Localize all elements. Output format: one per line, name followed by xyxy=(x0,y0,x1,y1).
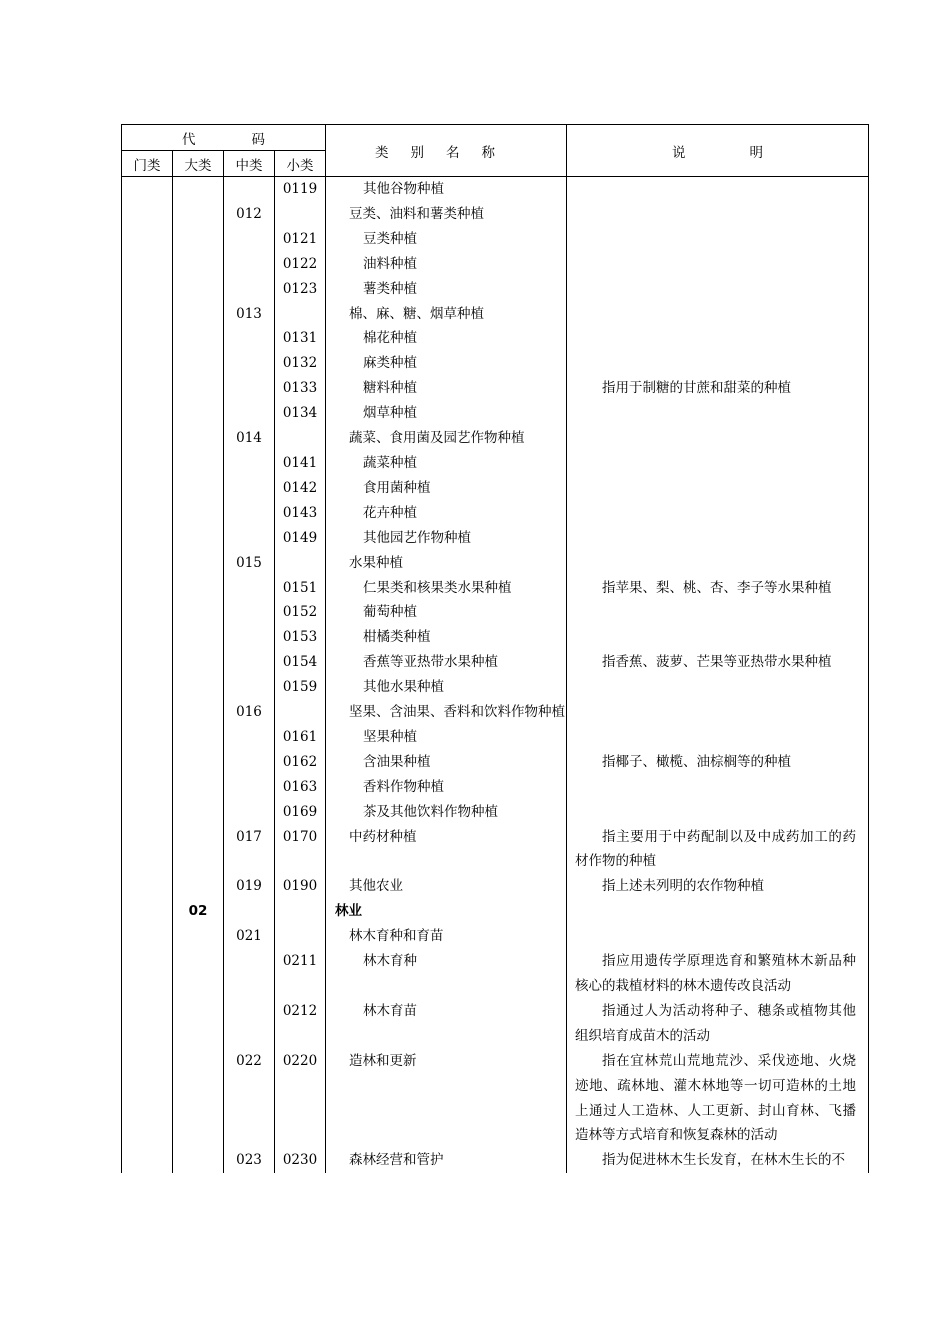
category-name: 坚果、含油果、香料和饮料作物种植 xyxy=(349,704,565,721)
category-name-cell xyxy=(326,924,567,949)
category-name-cell xyxy=(326,725,567,750)
table-row xyxy=(122,551,869,576)
code-da-cell xyxy=(173,252,224,277)
code-xiao-cell xyxy=(275,899,326,924)
category-name-cell xyxy=(326,999,567,1049)
table-row xyxy=(122,177,869,202)
code-da-cell xyxy=(173,376,224,401)
table-row xyxy=(122,277,869,302)
category-name: 柑橘类种植 xyxy=(363,629,431,646)
code-men-cell xyxy=(122,551,173,576)
description-cell xyxy=(567,326,869,351)
code-xiao-cell: 0141 xyxy=(275,451,326,476)
code-men-cell xyxy=(122,202,173,227)
code-zhong-cell xyxy=(224,476,275,501)
description-cell: 指主要用于中药配制以及中成药加工的药材作物的种植 xyxy=(567,825,869,875)
table-row xyxy=(122,1148,869,1173)
description-cell xyxy=(567,202,869,227)
code-xiao-cell: 0220 xyxy=(275,1049,326,1149)
code-men-cell xyxy=(122,825,173,875)
header-xiao: 小类 xyxy=(275,151,326,177)
code-da-cell xyxy=(173,302,224,327)
header-men: 门类 xyxy=(122,151,173,177)
category-name: 蔬菜、食用菌及园艺作物种植 xyxy=(349,430,525,447)
description-cell xyxy=(567,700,869,725)
category-name: 林木育种 xyxy=(363,953,417,970)
code-xiao-cell: 0212 xyxy=(275,999,326,1049)
code-da-cell xyxy=(173,650,224,675)
code-xiao-cell: 0153 xyxy=(275,625,326,650)
category-name-cell xyxy=(326,326,567,351)
code-men-cell xyxy=(122,526,173,551)
code-zhong-cell xyxy=(224,650,275,675)
code-zhong-cell: 023 xyxy=(224,1148,275,1173)
category-name-cell xyxy=(326,202,567,227)
description-cell xyxy=(567,177,869,202)
code-xiao-cell xyxy=(275,551,326,576)
description-cell: 指应用遗传学原理选育和繁殖林木新品种核心的栽植材料的林木遗传改良活动 xyxy=(567,949,869,999)
table-row xyxy=(122,775,869,800)
category-name-cell xyxy=(326,750,567,775)
table-row xyxy=(122,874,869,899)
header-da: 大类 xyxy=(173,151,224,177)
code-da-cell xyxy=(173,177,224,202)
category-name-cell xyxy=(326,302,567,327)
category-name-cell xyxy=(326,426,567,451)
category-name: 造林和更新 xyxy=(349,1052,417,1069)
code-da-cell xyxy=(173,675,224,700)
description-cell xyxy=(567,600,869,625)
code-da-cell xyxy=(173,401,224,426)
code-da-cell xyxy=(173,451,224,476)
code-xiao-cell: 0119 xyxy=(275,177,326,202)
category-name-cell xyxy=(326,650,567,675)
code-da-cell xyxy=(173,725,224,750)
code-zhong-cell xyxy=(224,451,275,476)
code-men-cell xyxy=(122,302,173,327)
code-xiao-cell: 0121 xyxy=(275,227,326,252)
category-name: 其他水果种植 xyxy=(363,679,444,696)
category-name-cell xyxy=(326,501,567,526)
category-name-cell xyxy=(326,401,567,426)
code-da-cell xyxy=(173,874,224,899)
code-da-cell xyxy=(173,526,224,551)
code-zhong-cell xyxy=(224,576,275,601)
code-zhong-cell xyxy=(224,501,275,526)
code-zhong-cell: 012 xyxy=(224,202,275,227)
code-da-cell xyxy=(173,800,224,825)
code-zhong-cell xyxy=(224,326,275,351)
code-men-cell xyxy=(122,899,173,924)
code-da-cell xyxy=(173,227,224,252)
code-men-cell xyxy=(122,376,173,401)
category-name-cell xyxy=(326,600,567,625)
code-zhong-cell xyxy=(224,252,275,277)
table-row xyxy=(122,924,869,949)
code-zhong-cell xyxy=(224,949,275,999)
description-cell xyxy=(567,351,869,376)
code-men-cell xyxy=(122,775,173,800)
code-zhong-cell xyxy=(224,177,275,202)
category-name: 水果种植 xyxy=(349,554,403,571)
table-row xyxy=(122,700,869,725)
code-xiao-cell: 0122 xyxy=(275,252,326,277)
category-name: 其他农业 xyxy=(349,878,403,895)
code-xiao-cell: 0163 xyxy=(275,775,326,800)
category-name: 仁果类和核果类水果种植 xyxy=(363,579,512,596)
code-men-cell xyxy=(122,501,173,526)
code-da-cell xyxy=(173,501,224,526)
code-da-cell xyxy=(173,202,224,227)
description-cell: 指在宜林荒山荒地荒沙、采伐迹地、火烧迹地、疏林地、灌木林地等一切可造林的土地上通过人工造林、人工更新、封山育林、飞播造林等方式培育和恢复森林的活动 xyxy=(567,1049,869,1149)
category-name: 棉、麻、糖、烟草种植 xyxy=(349,305,484,322)
code-zhong-cell xyxy=(224,277,275,302)
code-xiao-cell xyxy=(275,426,326,451)
code-xiao-cell: 0161 xyxy=(275,725,326,750)
table-row xyxy=(122,252,869,277)
code-xiao-cell: 0151 xyxy=(275,576,326,601)
code-men-cell xyxy=(122,999,173,1049)
table-row xyxy=(122,526,869,551)
header-code-group: 代码 xyxy=(122,125,326,151)
code-zhong-cell: 019 xyxy=(224,874,275,899)
code-zhong-cell xyxy=(224,675,275,700)
description-cell xyxy=(567,800,869,825)
description-cell xyxy=(567,775,869,800)
category-name: 其他谷物种植 xyxy=(363,181,444,197)
code-da-cell xyxy=(173,326,224,351)
code-da-cell xyxy=(173,351,224,376)
category-name-cell xyxy=(326,177,567,202)
code-da-cell xyxy=(173,700,224,725)
code-xiao-cell xyxy=(275,302,326,327)
description-cell: 指苹果、梨、桃、杏、李子等水果种植 xyxy=(567,576,869,601)
code-da-cell xyxy=(173,750,224,775)
code-zhong-cell xyxy=(224,750,275,775)
table-body xyxy=(122,177,869,1174)
code-zhong-cell xyxy=(224,526,275,551)
category-name-cell xyxy=(326,376,567,401)
category-name-cell xyxy=(326,576,567,601)
description-cell xyxy=(567,625,869,650)
code-men-cell xyxy=(122,227,173,252)
category-name: 林业 xyxy=(335,903,362,920)
category-name: 烟草种植 xyxy=(363,405,417,422)
category-name-cell xyxy=(326,700,567,725)
code-xiao-cell: 0211 xyxy=(275,949,326,999)
code-da-cell: 02 xyxy=(173,899,224,924)
category-name: 坚果种植 xyxy=(363,728,417,745)
category-name-cell xyxy=(326,800,567,825)
code-da-cell xyxy=(173,576,224,601)
code-men-cell xyxy=(122,924,173,949)
industry-classification-table xyxy=(121,124,869,1173)
table-row xyxy=(122,650,869,675)
category-name-cell xyxy=(326,1148,567,1173)
category-name: 香料作物种植 xyxy=(363,778,444,795)
category-name: 食用菌种植 xyxy=(363,479,431,496)
code-zhong-cell xyxy=(224,401,275,426)
code-zhong-cell xyxy=(224,800,275,825)
code-da-cell xyxy=(173,551,224,576)
description-cell xyxy=(567,551,869,576)
code-xiao-cell: 0132 xyxy=(275,351,326,376)
table-row xyxy=(122,351,869,376)
code-zhong-cell xyxy=(224,999,275,1049)
category-name-cell xyxy=(326,825,567,875)
table-row xyxy=(122,202,869,227)
description-cell xyxy=(567,451,869,476)
code-men-cell xyxy=(122,1049,173,1149)
code-men-cell xyxy=(122,351,173,376)
table-row xyxy=(122,426,869,451)
code-men-cell xyxy=(122,401,173,426)
code-xiao-cell: 0123 xyxy=(275,277,326,302)
category-name: 糖料种植 xyxy=(363,380,417,397)
description-cell: 指通过人为活动将种子、穗条或植物其他组织培育成苗木的活动 xyxy=(567,999,869,1049)
description-cell xyxy=(567,725,869,750)
category-name: 麻类种植 xyxy=(363,355,417,372)
code-men-cell xyxy=(122,800,173,825)
category-name-cell xyxy=(326,451,567,476)
table-row xyxy=(122,476,869,501)
code-men-cell xyxy=(122,177,173,202)
code-zhong-cell: 015 xyxy=(224,551,275,576)
table-row xyxy=(122,949,869,999)
table-row xyxy=(122,501,869,526)
code-zhong-cell xyxy=(224,625,275,650)
description-cell xyxy=(567,526,869,551)
description-cell: 指为促进林木生长发育，在林木生长的不 xyxy=(567,1148,869,1173)
table-row xyxy=(122,625,869,650)
code-da-cell xyxy=(173,999,224,1049)
description-cell xyxy=(567,675,869,700)
code-men-cell xyxy=(122,451,173,476)
category-name: 中药材种植 xyxy=(349,828,417,845)
description-cell xyxy=(567,501,869,526)
category-name: 豆类、油料和薯类种植 xyxy=(349,205,484,222)
table-row xyxy=(122,1049,869,1149)
code-men-cell xyxy=(122,700,173,725)
code-xiao-cell: 0154 xyxy=(275,650,326,675)
code-zhong-cell xyxy=(224,600,275,625)
code-da-cell xyxy=(173,426,224,451)
code-men-cell xyxy=(122,326,173,351)
category-name-cell xyxy=(326,351,567,376)
description-cell xyxy=(567,277,869,302)
description-cell xyxy=(567,476,869,501)
code-men-cell xyxy=(122,949,173,999)
code-men-cell xyxy=(122,625,173,650)
code-zhong-cell xyxy=(224,351,275,376)
category-name: 油料种植 xyxy=(363,255,417,272)
code-da-cell xyxy=(173,924,224,949)
table-row xyxy=(122,725,869,750)
table-row xyxy=(122,376,869,401)
table-row xyxy=(122,675,869,700)
category-name-cell xyxy=(326,227,567,252)
code-xiao-cell: 0152 xyxy=(275,600,326,625)
code-men-cell xyxy=(122,576,173,601)
table-row xyxy=(122,302,869,327)
category-name-cell xyxy=(326,675,567,700)
code-xiao-cell: 0230 xyxy=(275,1148,326,1173)
code-zhong-cell: 021 xyxy=(224,924,275,949)
category-name-cell xyxy=(326,949,567,999)
code-men-cell xyxy=(122,650,173,675)
category-name-cell xyxy=(326,277,567,302)
description-cell xyxy=(567,426,869,451)
code-men-cell xyxy=(122,874,173,899)
code-men-cell xyxy=(122,675,173,700)
code-zhong-cell: 022 xyxy=(224,1049,275,1149)
code-xiao-cell: 0143 xyxy=(275,501,326,526)
category-name-cell xyxy=(326,899,567,924)
table-row xyxy=(122,451,869,476)
code-da-cell xyxy=(173,625,224,650)
code-xiao-cell xyxy=(275,202,326,227)
table-row xyxy=(122,899,869,924)
code-da-cell xyxy=(173,1148,224,1173)
code-zhong-cell: 014 xyxy=(224,426,275,451)
description-cell xyxy=(567,252,869,277)
code-men-cell xyxy=(122,600,173,625)
code-men-cell xyxy=(122,277,173,302)
code-zhong-cell xyxy=(224,227,275,252)
table-row xyxy=(122,800,869,825)
code-da-cell xyxy=(173,476,224,501)
category-name-cell xyxy=(326,526,567,551)
category-name-cell xyxy=(326,551,567,576)
code-zhong-cell: 013 xyxy=(224,302,275,327)
code-men-cell xyxy=(122,1148,173,1173)
code-xiao-cell: 0170 xyxy=(275,825,326,875)
code-da-cell xyxy=(173,600,224,625)
code-zhong-cell xyxy=(224,775,275,800)
code-xiao-cell: 0133 xyxy=(275,376,326,401)
category-name: 薯类种植 xyxy=(363,280,417,297)
code-xiao-cell: 0169 xyxy=(275,800,326,825)
code-da-cell xyxy=(173,825,224,875)
category-name-cell xyxy=(326,476,567,501)
table-header xyxy=(122,125,869,177)
code-men-cell xyxy=(122,750,173,775)
category-name-cell xyxy=(326,625,567,650)
category-name-cell xyxy=(326,252,567,277)
table-row xyxy=(122,227,869,252)
description-cell: 指用于制糖的甘蔗和甜菜的种植 xyxy=(567,376,869,401)
table-row xyxy=(122,326,869,351)
table-row xyxy=(122,999,869,1049)
header-zhong: 中类 xyxy=(224,151,275,177)
category-name-cell xyxy=(326,1049,567,1149)
header-description: 说明 xyxy=(567,125,869,177)
code-men-cell xyxy=(122,725,173,750)
code-xiao-cell: 0190 xyxy=(275,874,326,899)
description-cell xyxy=(567,924,869,949)
code-xiao-cell: 0162 xyxy=(275,750,326,775)
description-cell: 指椰子、橄榄、油棕榈等的种植 xyxy=(567,750,869,775)
category-name: 豆类种植 xyxy=(363,230,417,247)
code-zhong-cell xyxy=(224,899,275,924)
category-name: 棉花种植 xyxy=(363,330,417,347)
category-name-cell xyxy=(326,874,567,899)
code-zhong-cell xyxy=(224,725,275,750)
code-xiao-cell xyxy=(275,924,326,949)
category-name: 蔬菜种植 xyxy=(363,454,417,471)
category-name: 森林经营和管护 xyxy=(349,1152,444,1169)
code-da-cell xyxy=(173,1049,224,1149)
category-name: 葡萄种植 xyxy=(363,604,417,621)
description-cell: 指上述未列明的农作物种植 xyxy=(567,874,869,899)
table-row xyxy=(122,401,869,426)
code-zhong-cell: 016 xyxy=(224,700,275,725)
table-row xyxy=(122,600,869,625)
code-zhong-cell: 017 xyxy=(224,825,275,875)
code-xiao-cell xyxy=(275,700,326,725)
description-cell xyxy=(567,302,869,327)
category-name: 含油果种植 xyxy=(363,753,431,770)
table-row xyxy=(122,750,869,775)
description-cell: 指香蕉、菠萝、芒果等亚热带水果种植 xyxy=(567,650,869,675)
description-cell xyxy=(567,227,869,252)
category-name: 林木育种和育苗 xyxy=(349,928,444,945)
category-name: 花卉种植 xyxy=(363,504,417,521)
code-men-cell xyxy=(122,252,173,277)
description-cell xyxy=(567,899,869,924)
description-cell xyxy=(567,401,869,426)
code-xiao-cell: 0159 xyxy=(275,675,326,700)
code-xiao-cell: 0134 xyxy=(275,401,326,426)
category-name: 茶及其他饮料作物种植 xyxy=(363,803,498,820)
code-xiao-cell: 0131 xyxy=(275,326,326,351)
code-da-cell xyxy=(173,277,224,302)
category-name: 林木育苗 xyxy=(363,1002,417,1019)
category-name-cell xyxy=(326,775,567,800)
code-da-cell xyxy=(173,775,224,800)
category-name: 香蕉等亚热带水果种植 xyxy=(363,654,498,671)
code-xiao-cell: 0149 xyxy=(275,526,326,551)
code-xiao-cell: 0142 xyxy=(275,476,326,501)
code-men-cell xyxy=(122,426,173,451)
category-name: 其他园艺作物种植 xyxy=(363,529,471,546)
code-men-cell xyxy=(122,476,173,501)
code-da-cell xyxy=(173,949,224,999)
table-row xyxy=(122,576,869,601)
table-row xyxy=(122,825,869,875)
header-category-name: 类别名称 xyxy=(326,125,567,177)
code-zhong-cell xyxy=(224,376,275,401)
